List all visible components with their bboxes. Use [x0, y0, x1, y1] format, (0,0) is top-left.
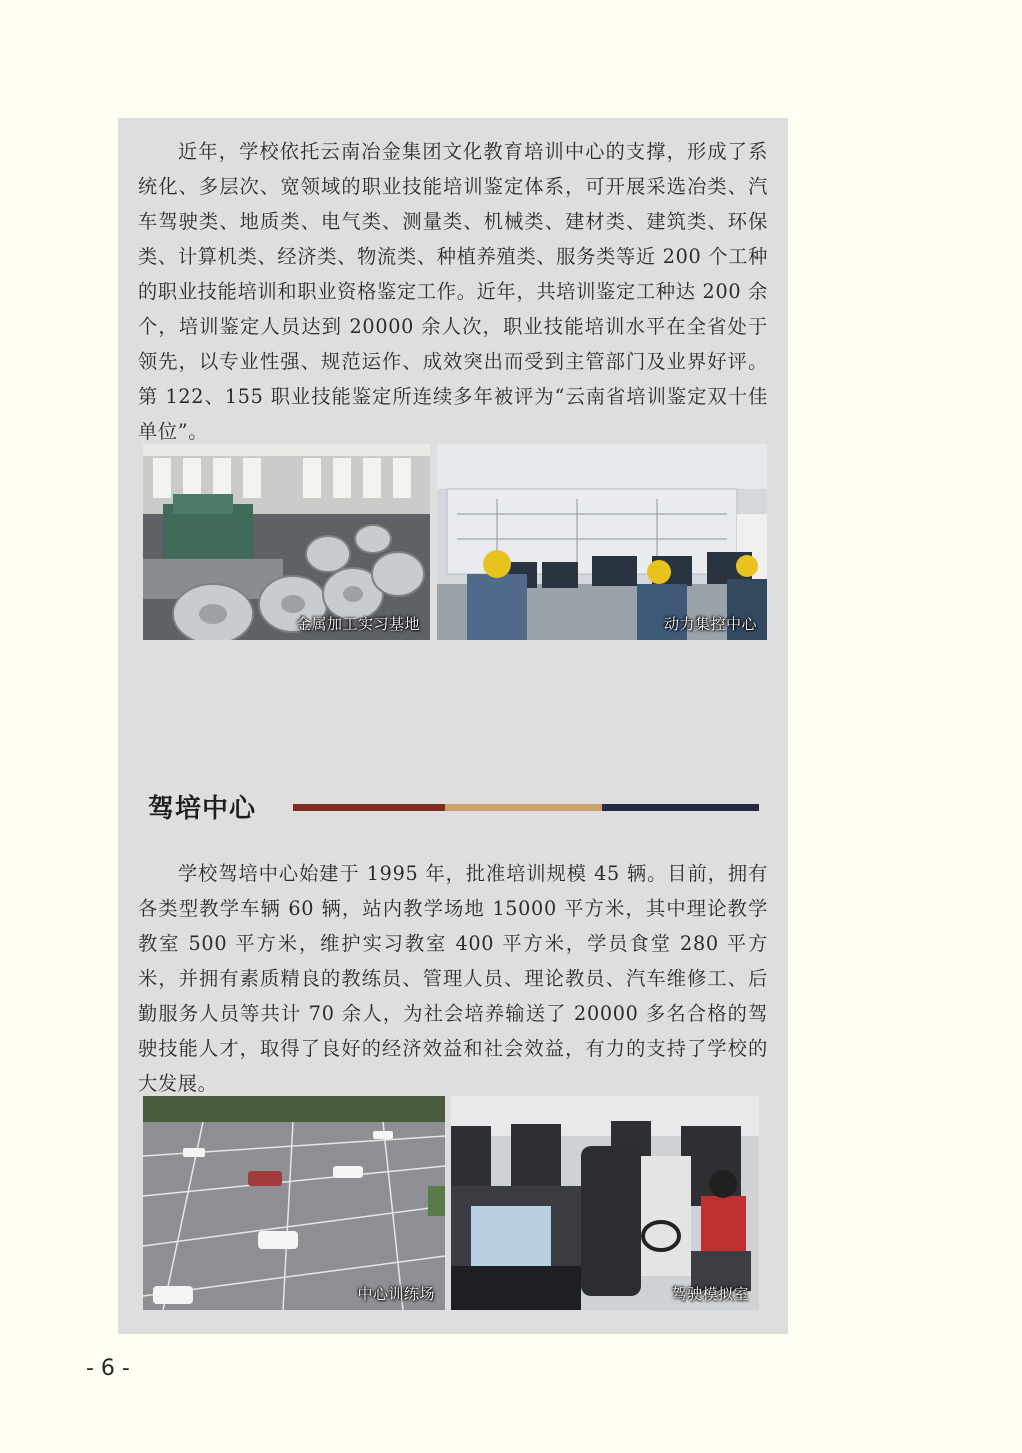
simulator-room-photo — [451, 1096, 759, 1310]
factory-photo — [143, 444, 430, 640]
photo-caption: 金属加工实习基地 — [295, 615, 420, 633]
title-bar-tan — [445, 804, 602, 811]
intro-paragraph: 近年，学校依托云南冶金集团文化教育培训中心的支撑，形成了系统化、多层次、宽领域的职业技能培训鉴定体系，可开展采选冶类、汽车驾驶类、地质类、电气类、测量类、机械类、建材类、建筑类、环保类、计算机类、经济类、物流类、种植养殖类、服务类等近 200 个工种的职业技能培训和职业资格鉴定工作。近年，共培训鉴定工种达 200 余个，培训鉴定人员达到 20000 余人次，职业技能培训水平在全省处于领先，以专业性强、规范运作、成效突出而受到主管部门及业界好评。第 122、155 职业技能鉴定所连续多年被评为“云南省培训鉴定双十佳单位”。 — [138, 140, 768, 443]
section-title: 驾培中心 — [148, 794, 257, 824]
driving-paragraph: 学校驾培中心始建于 1995 年，批准培训规模 45 辆。目前，拥有各类型教学车辆 60 辆，站内教学场地 15000 平方米，其中理论教学教室 500 平方米，维护实习教室 400 平方米，学员食堂 280 平方米，并拥有素质精良的教练员、管理人员、理论教员、汽车维修工、后勤服务人员等共计 70 余人，为社会培养输送了 20000 多名合格的驾驶技能人才，取得了良好的经济效益和社会效益，有力的支持了学校的大发展。 — [138, 862, 768, 1095]
photo-caption: 动力集控中心 — [663, 615, 757, 633]
page-number: - 6 - — [86, 1356, 130, 1381]
control-room-photo — [437, 444, 767, 640]
title-bar-navy — [602, 804, 759, 811]
training-ground-photo — [143, 1096, 445, 1310]
title-bar-red — [293, 804, 445, 811]
content-panel — [118, 118, 788, 1334]
photo-caption: 中心训练场 — [357, 1285, 435, 1303]
photo-caption: 驾驶模拟室 — [671, 1285, 749, 1303]
